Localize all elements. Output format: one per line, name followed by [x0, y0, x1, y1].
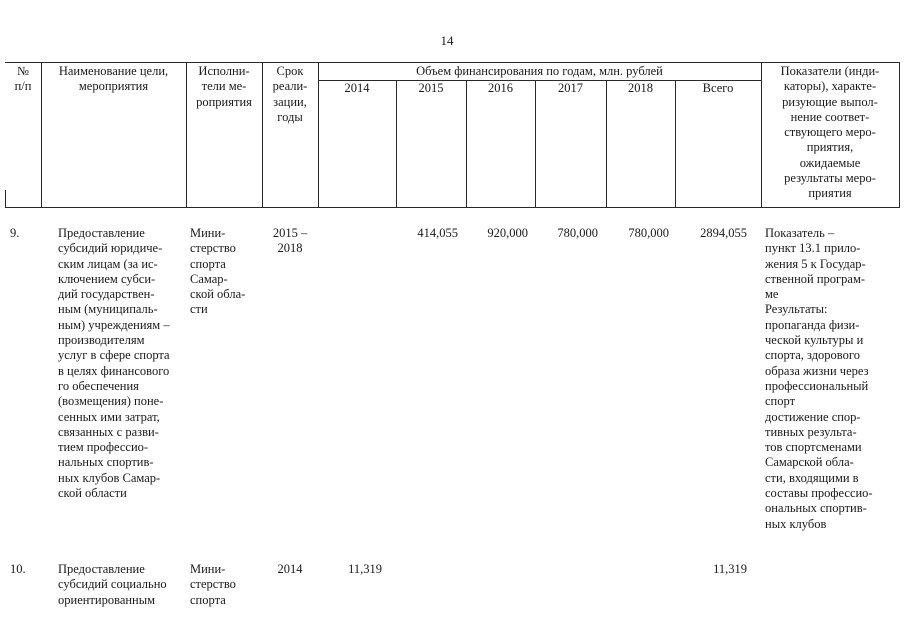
- header-year-2015: 2015: [418, 81, 444, 95]
- header-total: Всего: [702, 81, 734, 95]
- header-name: Наименование цели, мероприятия: [58, 64, 169, 94]
- page-number: 14: [440, 33, 454, 48]
- header-funding-title: Объем финансирования по годам, млн. рублей: [416, 64, 663, 78]
- header-year-2014: 2014: [344, 81, 370, 95]
- header-term: Срок реали- зации, годы: [272, 64, 308, 124]
- row10-num: 10.: [10, 562, 26, 576]
- row10-term: 2014: [277, 562, 303, 576]
- row9-value-2017: 780,000: [557, 226, 598, 240]
- header-year-2016: 2016: [488, 81, 513, 95]
- header-num: № п/п: [14, 64, 32, 94]
- header-year-2017: 2017: [558, 81, 583, 95]
- row9-indicators: Показатель – пункт 13.1 прило- жения 5 к Государ- ственной програм- ме Результаты: пропаганда физи- ческой культуры и спорта, здорового образа жизни через профессиональный спорт достижение спор- тивных результа- тов спортсменами Самарской обла- сти, входящими в составы профессио- ональных спортив- ных клубов: [765, 226, 873, 531]
- table-top-border: [5, 62, 900, 63]
- row9-value-2015: 414,055: [417, 226, 458, 240]
- row9-executor: Мини- стерство спорта Самар- ской обла- сти: [190, 226, 246, 317]
- col-divider: [466, 80, 467, 208]
- col-divider: [899, 62, 900, 208]
- row10-value-2014: 11,319: [348, 562, 382, 576]
- row9-num: 9.: [10, 226, 20, 240]
- col-divider: [606, 80, 607, 208]
- row9-value-2018: 780,000: [628, 226, 669, 240]
- header-year-2018: 2018: [628, 81, 653, 95]
- header-bottom-border: [5, 207, 900, 208]
- row9-name: Предоставление субсидий юридиче- ским лицам (за ис- ключением субси- дий государствен- ным (муниципаль- ным) учреждениям – производителям услуг в сфере спорта в целях финансового го обеспечения (возмещения) поне- сенных ими затрат, связанных с разви- тием профессио- нальных спортив- ных клубов Самар- ской области: [58, 226, 170, 501]
- col-divider: [396, 80, 397, 208]
- row9-term: 2015 – 2018: [272, 226, 308, 256]
- row10-total: 11,319: [713, 562, 747, 576]
- col-divider: [535, 80, 536, 208]
- col-divider: [5, 190, 6, 208]
- header-executors: Исполни- тели ме- роприятия: [196, 64, 252, 109]
- header-indicators: Показатели (инди- каторы), характе- ризующие выпол- нение соответ- ствующего меро- приятия, ожидаемые результаты меро- приятия: [780, 64, 880, 201]
- row9-total: 2894,055: [700, 226, 747, 240]
- row10-name: Предоставление субсидий социально ориентированным: [58, 562, 167, 607]
- row9-value-2016: 920,000: [487, 226, 528, 240]
- col-divider: [675, 80, 676, 208]
- row10-executor: Мини- стерство спорта: [190, 562, 236, 607]
